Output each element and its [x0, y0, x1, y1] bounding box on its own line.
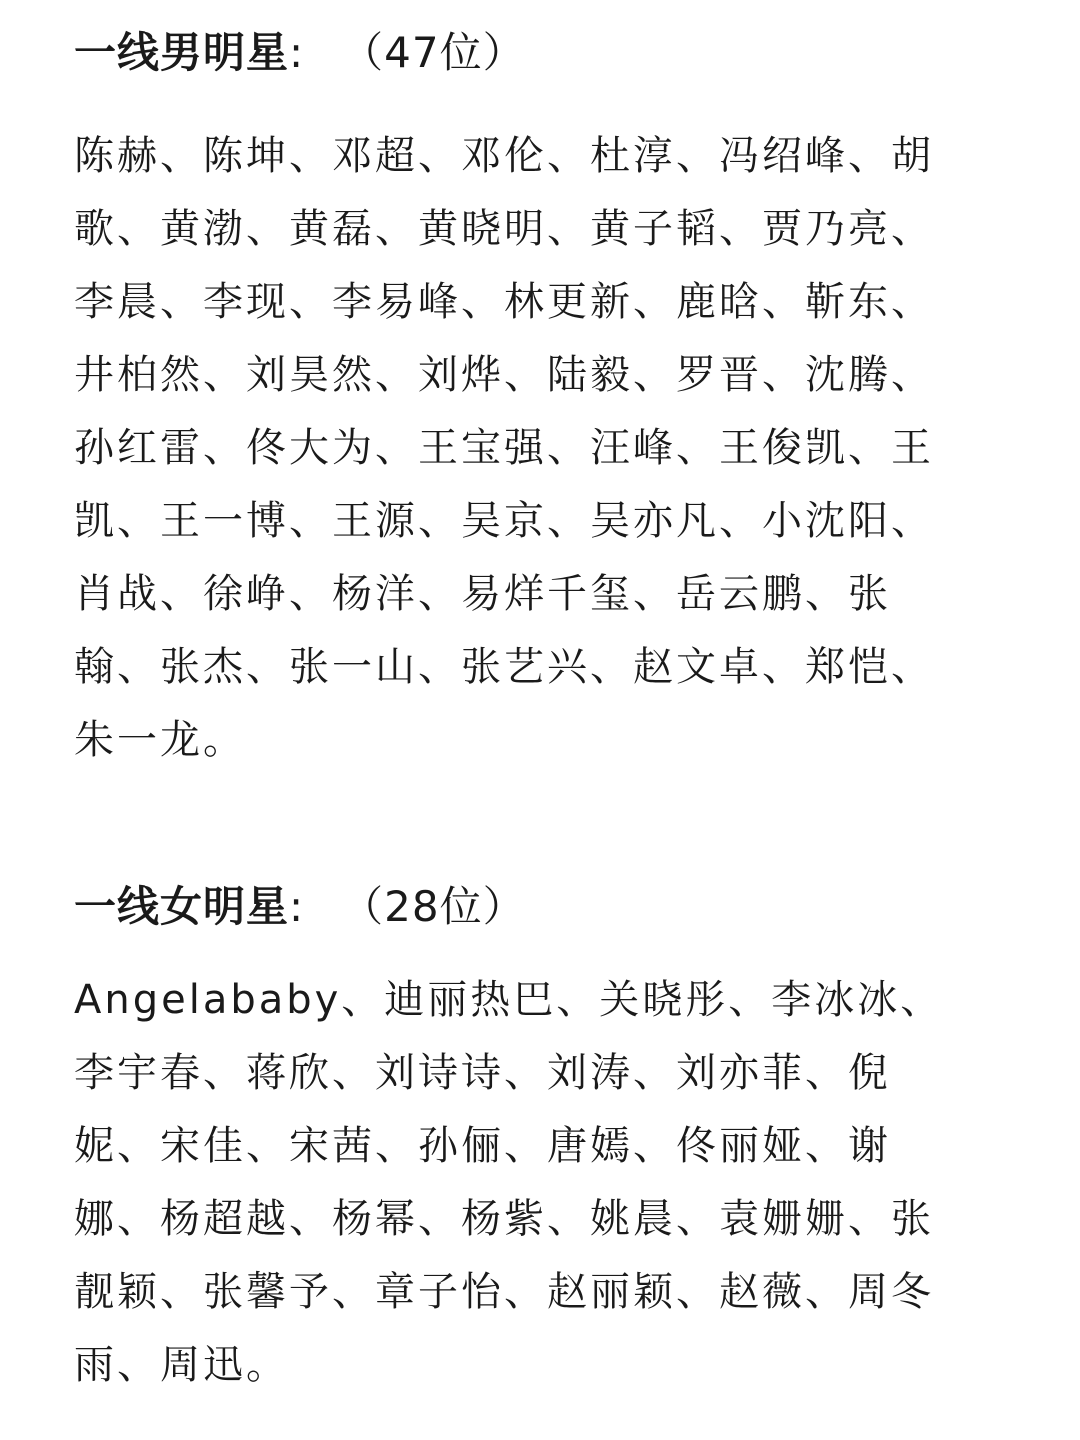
male-stars-section [74, 18, 974, 777]
male-stars-title: 一线男明星 [74, 28, 290, 77]
male-stars-colon: : [289, 28, 304, 77]
male-stars-list: 陈赫、陈坤、邓超、邓伦、杜淳、冯绍峰、胡歌、黄渤、黄磊、黄晓明、黄子韬、贾乃亮、李晨、李现、李易峰、林更新、鹿晗、靳东、井柏然、刘昊然、刘烨、陆毅、罗晋、沈腾、孙红雷、佟大为、王宝强、汪峰、王俊凯、王凯、王一博、王源、吴京、吴亦凡、小沈阳、肖战、徐峥、杨洋、易烊千玺、岳云鹏、张翰、张杰、张一山、张艺兴、赵文卓、郑恺、朱一龙。 [74, 133, 934, 763]
male-stars-count: （47位） [341, 28, 526, 77]
female-stars-heading [74, 872, 974, 942]
female-stars-title: 一线女明星 [74, 882, 290, 931]
female-stars-count: （28位） [341, 882, 526, 931]
female-stars-colon: : [289, 882, 304, 931]
female-stars-section [74, 872, 974, 1402]
female-stars-list: Angelababy、迪丽热巴、关晓彤、李冰冰、李宇春、蒋欣、刘诗诗、刘涛、刘亦菲、倪妮、宋佳、宋茜、孙俪、唐嫣、佟丽娅、谢娜、杨超越、杨幂、杨紫、姚晨、袁姗姗、张靓颖、张馨予、章子怡、赵丽颖、赵薇、周冬雨、周迅。 [74, 977, 944, 1388]
male-stars-heading [74, 18, 974, 88]
